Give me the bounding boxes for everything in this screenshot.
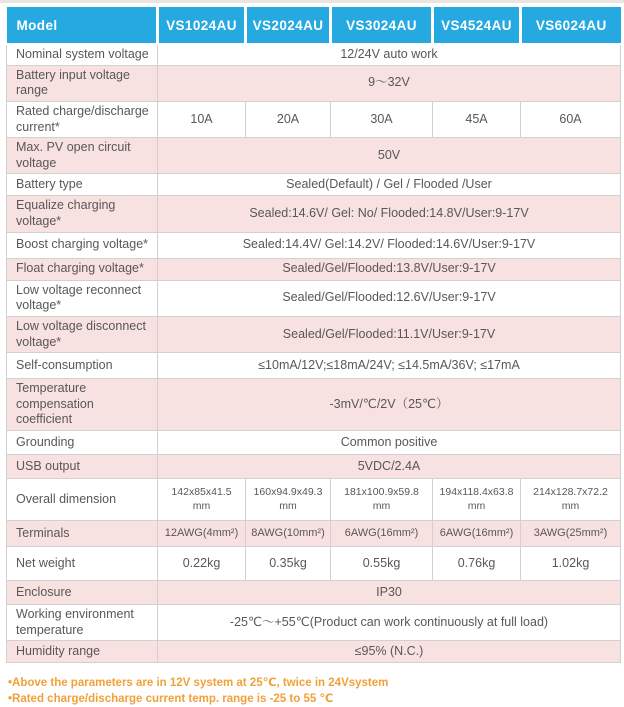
row-cell: 142x85x41.5 mm xyxy=(158,479,246,521)
row-label: Float charging voltage* xyxy=(7,258,158,280)
row-cell: 10A xyxy=(158,101,246,137)
row-cell: 3AWG(25mm²) xyxy=(521,521,621,547)
row-cell: 45A xyxy=(433,101,521,137)
table-row xyxy=(7,65,621,101)
table-row xyxy=(7,258,621,280)
row-value: Sealed:14.4V/ Gel:14.2V/ Flooded:14.6V/User:9-17V xyxy=(158,232,621,258)
column-header-vs4524au: VS4524AU xyxy=(433,7,521,44)
column-header-vs6024au: VS6024AU xyxy=(521,7,621,44)
row-value: ≤95% (N.C.) xyxy=(158,641,621,663)
row-cell: 0.55kg xyxy=(331,547,433,581)
row-value: 9～32V xyxy=(158,65,621,101)
row-label: Working environment temperature xyxy=(7,605,158,641)
row-value: ≤10mA/12V;≤18mA/24V; ≤14.5mA/36V; ≤17mA xyxy=(158,353,621,379)
table-row xyxy=(7,431,621,455)
row-value: 50V xyxy=(158,138,621,174)
row-value: Common positive xyxy=(158,431,621,455)
row-value: 5VDC/2.4A xyxy=(158,455,621,479)
row-label: Overall dimension xyxy=(7,479,158,521)
column-header-vs2024au: VS2024AU xyxy=(246,7,331,44)
table-row xyxy=(7,581,621,605)
header-row xyxy=(7,7,621,44)
row-value: -25℃～+55℃(Product can work continuously at full load) xyxy=(158,605,621,641)
table-row xyxy=(7,353,621,379)
row-label: Boost charging voltage* xyxy=(7,232,158,258)
table-row xyxy=(7,605,621,641)
row-value: Sealed:14.6V/ Gel: No/ Flooded:14.8V/User:9-17V xyxy=(158,196,621,232)
row-label: USB output xyxy=(7,455,158,479)
table-row xyxy=(7,455,621,479)
table-row xyxy=(7,174,621,196)
table-row xyxy=(7,232,621,258)
row-label: Humidity range xyxy=(7,641,158,663)
row-label: Nominal system voltage xyxy=(7,44,158,65)
column-header-model: Model xyxy=(7,7,158,44)
table-row xyxy=(7,101,621,137)
row-label: Equalize charging voltage* xyxy=(7,196,158,232)
row-label: Low voltage disconnect voltage* xyxy=(7,316,158,352)
row-value: Sealed/Gel/Flooded:11.1V/User:9-17V xyxy=(158,316,621,352)
row-label: Max. PV open circuit voltage xyxy=(7,138,158,174)
row-label: Battery input voltage range xyxy=(7,65,158,101)
row-label: Rated charge/discharge current* xyxy=(7,101,158,137)
row-label: Net weight xyxy=(7,547,158,581)
table-row xyxy=(7,196,621,232)
row-value: Sealed(Default) / Gel / Flooded /User xyxy=(158,174,621,196)
row-cell: 30A xyxy=(331,101,433,137)
row-cell: 1.02kg xyxy=(521,547,621,581)
top-divider xyxy=(0,0,624,3)
row-value: Sealed/Gel/Flooded:12.6V/User:9-17V xyxy=(158,280,621,316)
row-value: IP30 xyxy=(158,581,621,605)
table-row xyxy=(7,547,621,581)
row-cell: 8AWG(10mm²) xyxy=(246,521,331,547)
row-cell: 214x128.7x72.2 mm xyxy=(521,479,621,521)
row-value: 12/24V auto work xyxy=(158,44,621,65)
row-cell: 160x94.9x49.3 mm xyxy=(246,479,331,521)
row-cell: 6AWG(16mm²) xyxy=(331,521,433,547)
row-cell: 194x118.4x63.8 mm xyxy=(433,479,521,521)
table-row xyxy=(7,521,621,547)
row-cell: 6AWG(16mm²) xyxy=(433,521,521,547)
row-cell: 0.35kg xyxy=(246,547,331,581)
footnote-temp-range: •Rated charge/discharge current temp. range is -25 to 55 ℃ xyxy=(8,693,334,706)
row-label: Enclosure xyxy=(7,581,158,605)
table-row xyxy=(7,44,621,65)
row-label: Battery type xyxy=(7,174,158,196)
row-label: Low voltage reconnect voltage* xyxy=(7,280,158,316)
column-header-vs1024au: VS1024AU xyxy=(158,7,246,44)
row-value: Sealed/Gel/Flooded:13.8V/User:9-17V xyxy=(158,258,621,280)
specification-table xyxy=(6,7,621,663)
row-label: Grounding xyxy=(7,431,158,455)
row-cell: 20A xyxy=(246,101,331,137)
row-label: Temperature compensation coefficient xyxy=(7,379,158,431)
table-row xyxy=(7,479,621,521)
column-header-vs3024au: VS3024AU xyxy=(331,7,433,44)
footnotes xyxy=(8,675,624,707)
row-cell: 60A xyxy=(521,101,621,137)
row-cell: 12AWG(4mm²) xyxy=(158,521,246,547)
row-label: Self-consumption xyxy=(7,353,158,379)
row-label: Terminals xyxy=(7,521,158,547)
row-cell: 181x100.9x59.8 mm xyxy=(331,479,433,521)
footnote-parameters: •Above the parameters are in 12V system at 25℃, twice in 24Vsystem xyxy=(8,677,389,690)
table-row xyxy=(7,641,621,663)
table-row xyxy=(7,280,621,316)
table-row xyxy=(7,138,621,174)
row-value: -3mV/℃/2V（25℃） xyxy=(158,379,621,431)
row-cell: 0.22kg xyxy=(158,547,246,581)
row-cell: 0.76kg xyxy=(433,547,521,581)
table-row xyxy=(7,316,621,352)
table-row xyxy=(7,379,621,431)
